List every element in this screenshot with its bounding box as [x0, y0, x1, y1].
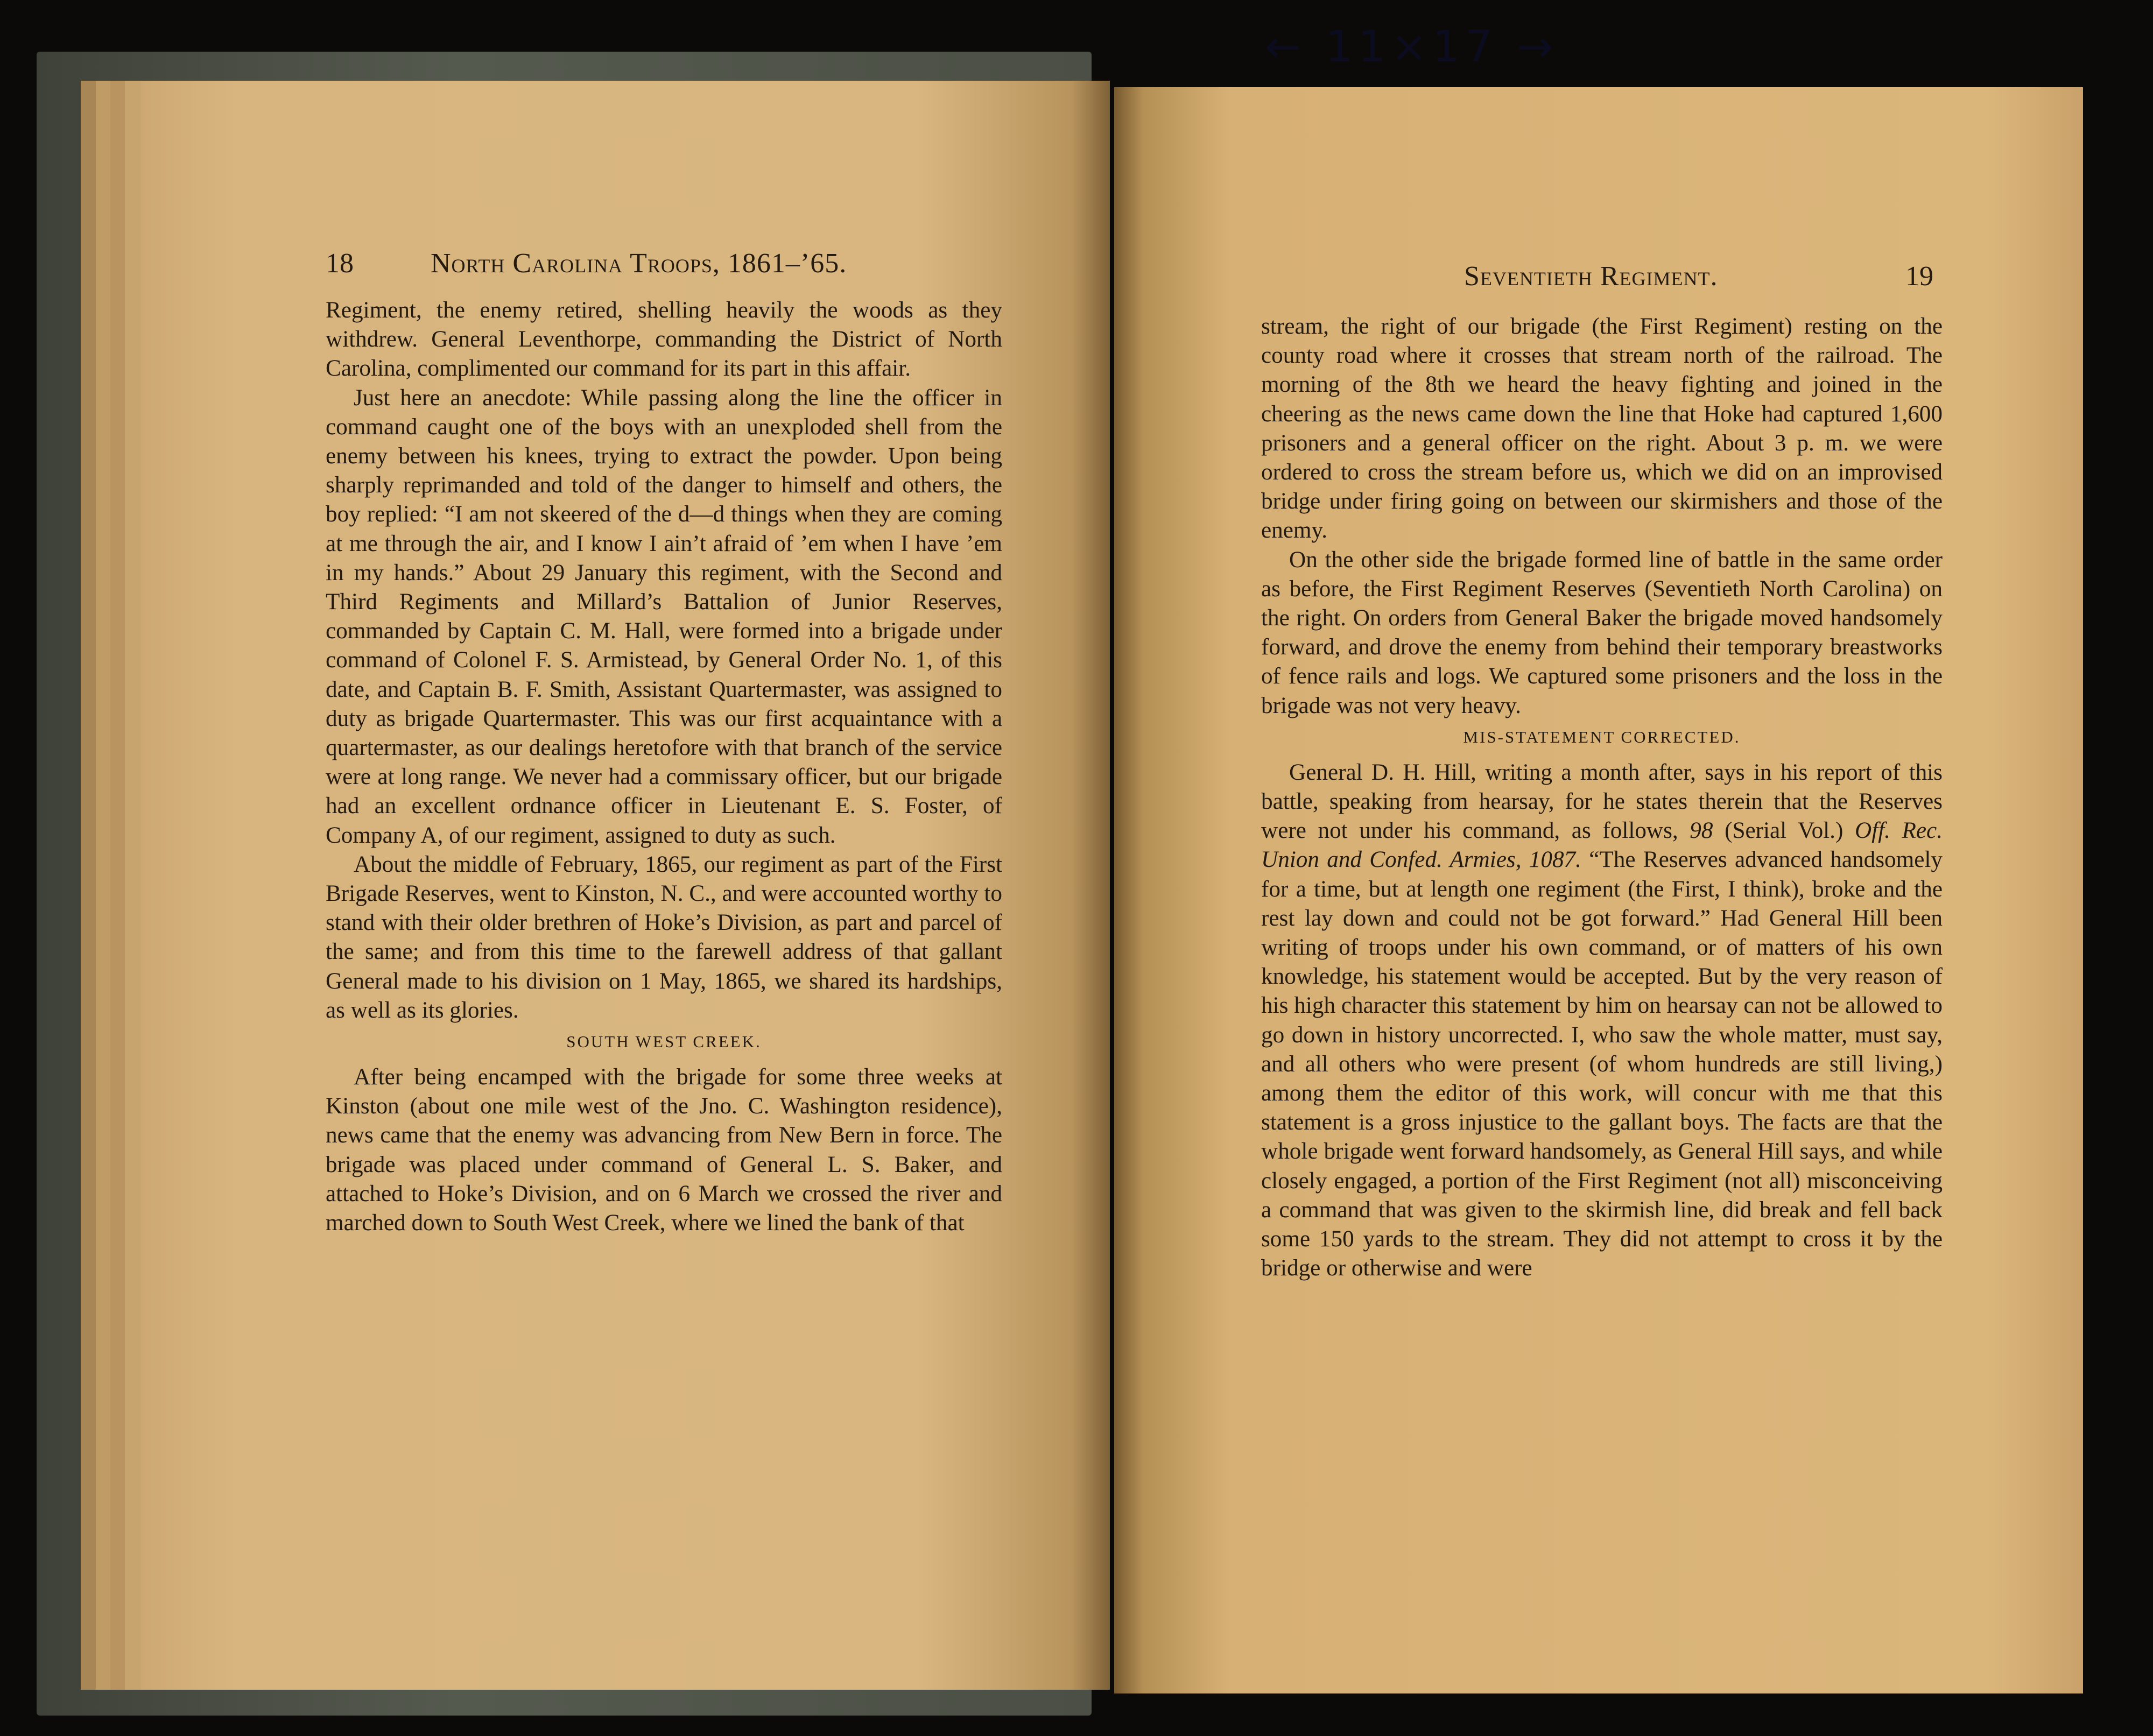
paragraph: Regiment, the enemy retired, shelling heavily the woods as they withdrew. General Leventhorpe, commanding the District of North Carolina, complimented our command for its part in this affair.	[326, 298, 1002, 382]
right-page-text	[1261, 312, 1943, 1283]
running-head-left: North Carolina Troops, 1861–’65.	[431, 248, 847, 279]
section-heading: MIS-STATEMENT CORRECTED.	[1463, 727, 1741, 746]
right-page	[1114, 87, 2083, 1693]
running-head-right: Seventieth Regiment.	[1464, 261, 1718, 292]
paragraph: Just here an anecdote: While passing along the line the officer in command caught one of the boys with an unexploded shell from the enemy between his knees, trying to extract the powder. Upon being sharply reprimanded and told of the danger to himself and others, the boy replied: “I am not skeered of the d—d things when they are coming at me through the air, and I know I ain’t afraid of ’em when I have ’em in my hands.” About 29 January this regiment, with the Second and Third Regiments and Millard’s Battalion of Junior Reserves, commanded by Captain C. M. Hall, were formed into a brigade under command of Colonel F. S. Armistead, by General Order No. 1, of this date, and Captain B. F. Smith, Assistant Quartermaster, was assigned to duty as brigade Quartermaster. This was our first acquaintance with a quartermaster, as our dealings heretofore with that branch of the service were at long range. We never had a commissary officer, but our brigade had an excellent ordnance officer in Lieutenant E. S. Foster, of Company A, of our regiment, assigned to duty as such.	[326, 385, 1002, 848]
serial-volume: (Serial Vol.)	[1725, 818, 1844, 844]
paragraph-text: General D. H. Hill, writing a month after, says in his report of this battle, speaking from hearsay, for he states therein that the Reserves were not under his command, as follows,	[1261, 759, 1943, 844]
left-page-text	[326, 296, 1002, 1238]
left-page	[141, 81, 1110, 1690]
paragraph-text: “The Reserves advanced handsomely for a time, but at length one regiment (the First, I think), broke and the rest lay down and could not be got forward.” Had General Hill been writing of troops under his own command, or of matters of his own knowledge, his statement would be accepted. But by the very reason of his high character this statement by him on hearsay can not be allowed to go down in history uncorrected. I, who saw the whole matter, must say, and all others who were present (of whom hundreds are still living,) among them the editor of this work, will concur with me that this statement is a gross injustice to the gallant boys. The facts are that the whole brigade went forward handsomely, as General Hill says, and while closely engaged, a portion of the First Regiment (not all) misconceiving a command that was given to the skirmish line, did break and fell back some 150 yards to the stream. They did not attempt to cross it by the bridge or otherwise and were	[1261, 847, 1943, 1281]
page-number-right: 19	[1905, 261, 1933, 292]
volume-number: 98	[1690, 818, 1713, 844]
scan-flag-overlay: ← 11×17 →	[1265, 22, 1559, 72]
paragraph: On the other side the brigade formed line of battle in the same order as before, the First Regiment Reserves (Seventieth North Carolina) on the right. On orders from General Baker the brigade moved handsomely forward, and drove the enemy from behind their temporary breastworks of fence rails and logs. We captured some prisoners and the loss in the brigade was not very heavy.	[1261, 547, 1943, 718]
paragraph: stream, the right of our brigade (the First Regiment) resting on the county road where it crosses that stream north of the railroad. The morning of the 8th we heard the heavy fighting and joined in the cheering as the news came down the line that Hoke had captured 1,600 prisoners and a general officer on the right. About 3 p. m. we were ordered to cross the stream before us, which we did on an improvised bridge under firing going on between our skirmishers and those of the enemy.	[1261, 314, 1943, 544]
section-heading: SOUTH WEST CREEK.	[566, 1032, 762, 1052]
paragraph-hill-report	[1261, 758, 1943, 1283]
citation: Off. Rec. Union and Confed. Armies, 1087.	[1261, 818, 1943, 873]
page-number-left: 18	[326, 248, 354, 279]
paragraph: About the middle of February, 1865, our regiment as part of the First Brigade Reserves, went to Kinston, N. C., and were accounted worthy to stand with their older brethren of Hoke’s Division, as part and parcel of the same; and from this time to the farewell address of that gallant General made to his division on 1 May, 1865, we shared its hardships, as well as its glories.	[326, 851, 1002, 1023]
paragraph: After being encamped with the brigade for some three weeks at Kinston (about one mile west of the Jno. C. Washington residence), news came that the enemy was advancing from New Bern in force. The brigade was placed under command of General L. S. Baker, and attached to Hoke’s Division, and on 6 March we crossed the river and marched down to South West Creek, where we lined the bank of that	[326, 1064, 1002, 1236]
